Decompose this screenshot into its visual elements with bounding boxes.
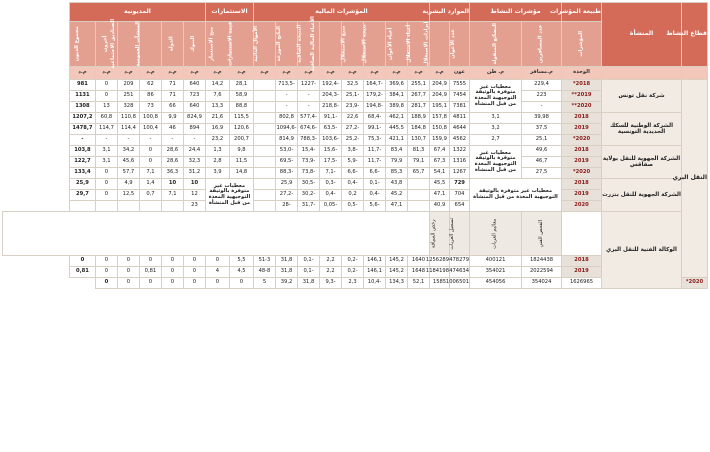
investment-header: الاستثمارات <box>205 3 253 22</box>
staff-col: عدد الأعوان <box>450 22 470 67</box>
fin-col: الأموال الذاتية <box>253 22 275 67</box>
sector-header: قطاع النشاط <box>682 3 708 67</box>
unit: م.د <box>253 67 275 80</box>
entity-sncft: الشركة الوطنية للسكك الحديدية التونسية <box>602 113 682 146</box>
nature-header: طبيعة المؤشرات <box>562 3 602 22</box>
unit: م. طن <box>470 67 522 80</box>
unit: عون <box>450 67 470 80</box>
activity-header: مؤشرات النشاط <box>470 3 562 22</box>
table-row: 2020* 25,1 2,7 4562 159,9 130,7 421,1 -75,3 -25,2 -103,6 -788,3 814,9 200,7 23,2 - - - - - - <box>3 135 708 146</box>
table-row: الشركة الوطنية للسكك الحديدية التونسية 2018 39,98 3,1 4811 157,8 188,9 462,1 -68,4 22,6 -91,1 -577,4 802,8 115,5 21,6 824,9 9,9 100,8 110,8 60,8 1207,2 <box>3 113 708 124</box>
unit: م.د <box>205 67 229 80</box>
table-row: النقل البري شركة نقل تونس 2018* 229,4 معطيات غير متوفرة بالوثيقة التوجيهية المعدة من قبل المنشأة 7555 204,9 255,1 369,6 -164,7 32,5 -192,4 -1227 -713,5 28,1 14,2 640 71 62 209 0 981 <box>3 80 708 91</box>
debt-col: الصناديق الاجتماعية <box>117 22 139 67</box>
note-cell: معطيات غير متوفرة بالوثيقة التوجيهية المعدة من قبل المنشأة <box>470 80 522 113</box>
fin-col: أعباء الاستغلال <box>408 22 430 67</box>
entity-snt: شركة نقل تونس <box>602 80 682 113</box>
table-row: 2020* 1626965 354024 454056 1006501 1585 52,1 134,3 -10,4 2,3 -9,3 31,8 39,2 5 0 0 0 0 0 0 0 <box>3 278 708 289</box>
unit: م.مسافر <box>522 67 562 80</box>
debt-col: الدولة <box>161 22 183 67</box>
fin-col: إيرادات الاستغلال <box>430 22 450 67</box>
debt-header: المديونية <box>69 3 205 22</box>
fin-col: النتيجة الصافية <box>298 22 320 67</box>
table-row: 2020** - 7381 195,1 281,7 389,8 -194,8 -23,9 -218,8 - - 88,8 13,3 640 66 73 328 13 1308 <box>3 102 708 113</box>
table-row: الشركة الجهوية للنقل بنزرت 2018 معطيات غير متوفرة بالوثيقة التوجيهية المعدة من قبل المنشأة 729 45,5 43,8 -0,1 -0,4 -0,3 -30,5 25,9 معطيات غير متوفرة بالوثيقة التوجيهية المعدة من قبل المنشأة 10 10 1,4 4,9 0 25,9 <box>3 179 708 190</box>
inv-col: قيمة الاستثمارات <box>229 22 253 67</box>
unit-label: الوحدة <box>562 67 602 80</box>
att-labels-row: الوكالة الفنية للنقل البري الفحص الفني معاليم العربات تسجيل العربات رخص السياقة <box>3 212 708 256</box>
note-cell: معطيات غير متوفرة بالوثيقة التوجيهية المعدة من قبل المنشأة <box>470 179 562 212</box>
entity-header: المنشأة <box>602 3 682 67</box>
entity-att: الوكالة الفنية للنقل البري <box>602 212 682 289</box>
unit: م.د <box>183 67 205 80</box>
unit: م.د <box>139 67 161 80</box>
unit: م.د <box>229 67 253 80</box>
table-row: 2019** 223 7454 204,9 267,7 384,1 -179,2 -25,1 -204,3 - - 58,9 7,6 723 71 86 251 0 1131 <box>3 91 708 102</box>
unit: م.د <box>386 67 408 80</box>
debt-col: مجموع الديون <box>69 22 95 67</box>
debt-col: المنشآت العمومية <box>139 22 161 67</box>
fin-col: الناتج الموزعة <box>276 22 298 67</box>
table-row: 2019 37,5 3,2 4644 150,8 184,8 445,5 -99,1 -27,2 -63,5 -674,6 -1094,6 120,6 16,9 894 46 100,4 114,4 114,7 1478,7 <box>3 124 708 135</box>
sector-cell: النقل البري <box>682 80 708 278</box>
table-row: 2020 654 40,9 47,1 -5,6 -0,5 -0,05 -31,7 -28 23 <box>3 201 708 212</box>
unit: م.د <box>276 67 298 80</box>
table-row: 2019 2022594 354021 474634 1184198 1648 145,2 146,1 -0,2 2,2 -0,1 31,8 48-8 4,5 4 0 0 0,81 0 0 0,81 <box>3 267 708 278</box>
fin-col: أعباء الأعوان <box>386 22 408 67</box>
unit: م.د <box>342 67 364 80</box>
debt-col: البنوك <box>183 22 205 67</box>
fin-col: الأعباء المالية الصافية <box>320 22 342 67</box>
note-cell: معطيات غير متوفرة بالوثيقة التوجيهية المعدة من قبل المنشأة <box>470 146 522 179</box>
hr-header: الموارد البشرية <box>430 3 470 22</box>
passengers-col: عدد المسافرين <box>522 22 562 67</box>
fin-col: مبيع الاستغلال <box>342 22 364 67</box>
table-row: 2019 46,7 1316 67,3 79,1 79,9 -11,7 -5,9 -17,5 -73,9 -69,5 11,5 2,8 32,3 28,6 0 45,6 3,1 122,7 <box>3 157 708 168</box>
unit: م.د <box>320 67 342 80</box>
inv-col: منح الاستثمار <box>205 22 229 67</box>
table-row: الشركة الجهوية للنقل بولاية صفاقس 2018 49,6 معطيات غير متوفرة بالوثيقة التوجيهية المعدة من قبل المنشأة 1322 67,4 81,3 83,4 -11,7 -3,8 -15,6 -15,4 -53,0 9,8 1,3 24,4 28,6 0 34,2 3,1 103,8 <box>3 146 708 157</box>
table-row: 2019 704 47,1 45,2 -0,4 0,2 -0,4 -30,2 -27,2 12 7,1 0,7 12,5 0 29,7 <box>3 190 708 201</box>
freight-col: البضائع المنقولة <box>470 22 522 67</box>
nature-subheader: المؤشرات <box>562 22 602 67</box>
table-row: 2020* 27,5 1267 54,1 65,7 85,3 -6,6 -6,6 -7,1 -73,8 -88,3 14,8 3,9 31,2 36,3 7,1 57,7 0 133,4 <box>3 168 708 179</box>
unit: م.د <box>364 67 386 80</box>
unit: م.د <box>95 67 117 80</box>
table-row: 2018 1824438 400121 478279 1256289 1640 145,2 146,1 -0,2 2,2 -0,1 31,8 51-3 5,5 0 0 0 0 0 0 0 <box>3 256 708 267</box>
unit: م.د <box>117 67 139 80</box>
unit: م.د <box>69 67 95 80</box>
unit: م.د <box>298 67 320 80</box>
data-table <box>2 2 708 289</box>
unit: م.د <box>408 67 430 80</box>
fin-col: نتيجة الاستغلال <box>364 22 386 67</box>
debt-col: أخرون <box>95 22 117 67</box>
note-cell: معطيات غير متوفرة بالوثيقة التوجيهية المعدة من قبل المنشأة <box>205 179 253 212</box>
unit: م.د <box>161 67 183 80</box>
unit: م.د <box>430 67 450 80</box>
entity-sfax: الشركة الجهوية للنقل بولاية صفاقس <box>602 146 682 179</box>
finance-header: المؤشرات المالية <box>253 3 429 22</box>
entity-bizerte: الشركة الجهوية للنقل بنزرت <box>602 179 682 212</box>
